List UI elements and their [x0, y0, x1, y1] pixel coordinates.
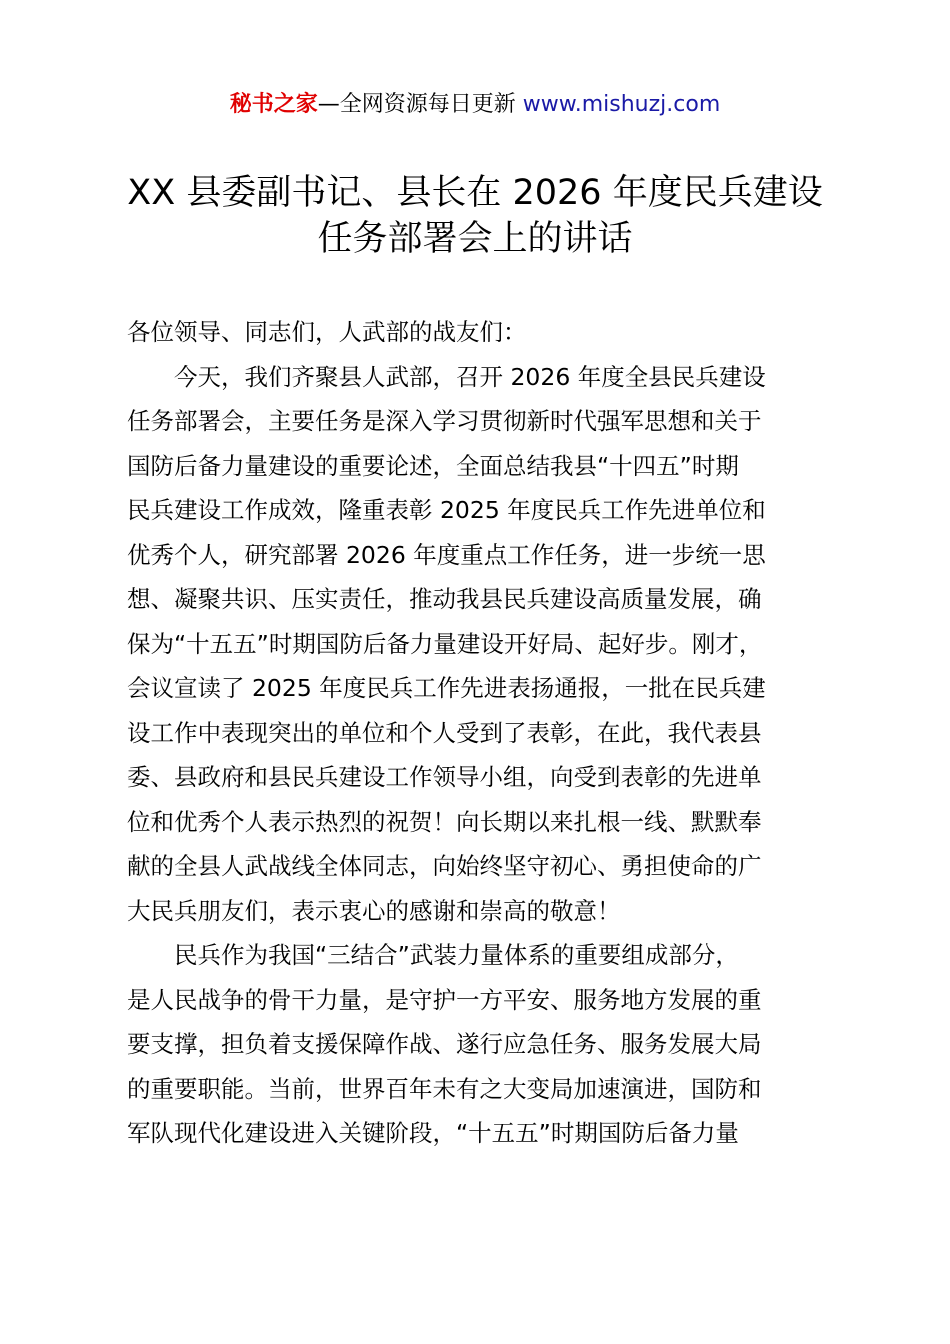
header-tagline: —全网资源每日更新	[317, 92, 523, 117]
salutation: 各位领导、同志们，人武部的战友们：	[127, 318, 527, 346]
paragraph-line: 军队现代化建设进入关键阶段，“十五五”时期国防后备力量	[127, 1119, 739, 1147]
paragraph-line: 是人民战争的骨干力量，是守护一方平安、服务地方发展的重	[127, 985, 762, 1014]
document-title	[100, 170, 850, 262]
document-body	[127, 310, 832, 1156]
paragraph-line: 优秀个人，研究部署 2026 年度重点工作任务，进一步统一思	[127, 540, 766, 569]
paragraph-line: 的重要职能。当前，世界百年未有之大变局加速演进，国防和	[127, 1074, 762, 1103]
paragraph-line: 设工作中表现突出的单位和个人受到了表彰，在此，我代表县	[127, 718, 762, 747]
paragraph-line: 国防后备力量建设的重要论述，全面总结我县“十四五”时期	[127, 451, 739, 480]
paragraph-line: 大民兵朋友们，表示衷心的感谢和崇高的敬意！	[127, 896, 621, 925]
paragraph-1	[127, 355, 832, 934]
title-line-2: 任务部署会上的讲话	[317, 219, 633, 259]
paragraph-line: 今天，我们齐聚县人武部，召开 2026 年度全县民兵建设	[174, 362, 766, 391]
paragraph-2	[127, 933, 832, 1156]
title-line-1: XX 县委副书记、县长在 2026 年度民兵建设	[127, 173, 823, 213]
paragraph-line: 民兵作为我国“三结合”武装力量体系的重要组成部分，	[174, 941, 739, 969]
paragraph-line: 位和优秀个人表示热烈的祝贺！向长期以来扎根一线、默默奉	[127, 807, 762, 836]
paragraph-line: 民兵建设工作成效，隆重表彰 2025 年度民兵工作先进单位和	[127, 496, 766, 524]
paragraph-line: 任务部署会，主要任务是深入学习贯彻新时代强军思想和关于	[127, 407, 762, 435]
paragraph-line: 献的全县人武战线全体同志，向始终坚守初心、勇担使命的广	[127, 852, 762, 880]
paragraph-line: 保为“十五五”时期国防后备力量建设开好局、起好步。刚才，	[127, 629, 763, 658]
paragraph-line: 委、县政府和县民兵建设工作领导小组，向受到表彰的先进单	[127, 763, 762, 791]
paragraph-line: 想、凝聚共识、压实责任，推动我县民兵建设高质量发展，确	[127, 585, 762, 613]
paragraph-line: 要支撑，担负着支援保障作战、遂行应急任务、服务发展大局	[127, 1030, 762, 1058]
site-header	[0, 88, 950, 122]
paragraph-line: 会议宣读了 2025 年度民兵工作先进表扬通报，一批在民兵建	[127, 674, 766, 702]
site-url: www.mishuzj.com	[522, 92, 721, 117]
brand-name: 秘书之家	[229, 92, 318, 117]
